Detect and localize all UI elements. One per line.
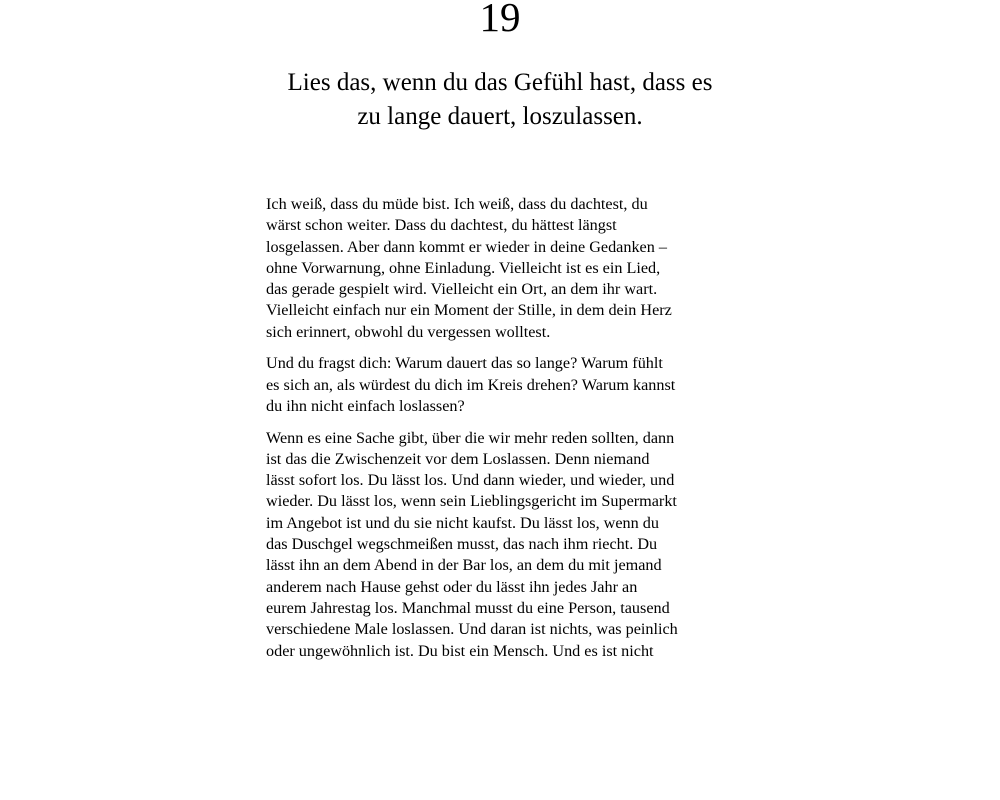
text-line: du ihn nicht einfach loslassen? [266,396,465,415]
text-line: das Duschgel wegschmeißen musst, das nach ihm riecht. Du [266,535,658,554]
text-line: wieder. Du lässt los, wenn sein Lieblingsgericht im Supermarkt [266,492,677,511]
chapter-title-line: zu lange dauert, loszulassen. [357,103,643,130]
text-line: sich erinnert, obwohl du vergessen wolltest. [266,322,551,341]
text-line: losgelassen. Aber dann kommt er wieder in deine Gedanken – [266,237,667,256]
text-line: lässt sofort los. Du lässt los. Und dann wieder, und wieder, und [266,471,675,490]
chapter-title-line: Lies das, wenn du das Gefühl hast, dass es [287,69,713,96]
paragraph-3 [266,428,746,662]
text-line: verschiedene Male loslassen. Und daran ist nichts, was peinlich [266,620,678,639]
text-line: anderem nach Hause gehst oder du lässt ihn jedes Jahr an [266,577,638,596]
paragraph-1 [266,194,746,343]
text-line: wärst schon weiter. Dass du dachtest, du hättest längst [266,216,617,235]
paragraph-2 [266,353,746,417]
text-line: ist das die Zwischenzeit vor dem Loslassen. Denn niemand [266,449,650,468]
text-line: ohne Vorwarnung, ohne Einladung. Vielleicht ist es ein Lied, [266,258,661,277]
text-line: oder ungewöhnlich ist. Du bist ein Mensch. Und es ist nicht [266,641,654,660]
text-line: lässt ihn an dem Abend in der Bar los, an dem du mit jemand [266,556,662,575]
body-text [266,194,746,672]
text-line: Und du fragst dich: Warum dauert das so lange? Warum fühlt [266,354,663,373]
text-line: im Angebot ist und du sie nicht kaufst. Du lässt los, wenn du [266,513,659,532]
text-line: das gerade gespielt wird. Vielleicht ein Ort, an dem ihr wart. [266,280,658,299]
chapter-title [250,66,750,134]
text-line: Ich weiß, dass du müde bist. Ich weiß, dass du dachtest, du [266,195,648,213]
chapter-number: 19 [479,0,521,40]
text-line: Vielleicht einfach nur ein Moment der Stille, in dem dein Herz [266,301,672,320]
text-line: eurem Jahrestag los. Manchmal musst du eine Person, tausend [266,598,670,617]
text-line: es sich an, als würdest du dich im Kreis drehen? Warum kannst [266,375,676,394]
text-line: Wenn es eine Sache gibt, über die wir mehr reden sollten, dann [266,428,675,447]
